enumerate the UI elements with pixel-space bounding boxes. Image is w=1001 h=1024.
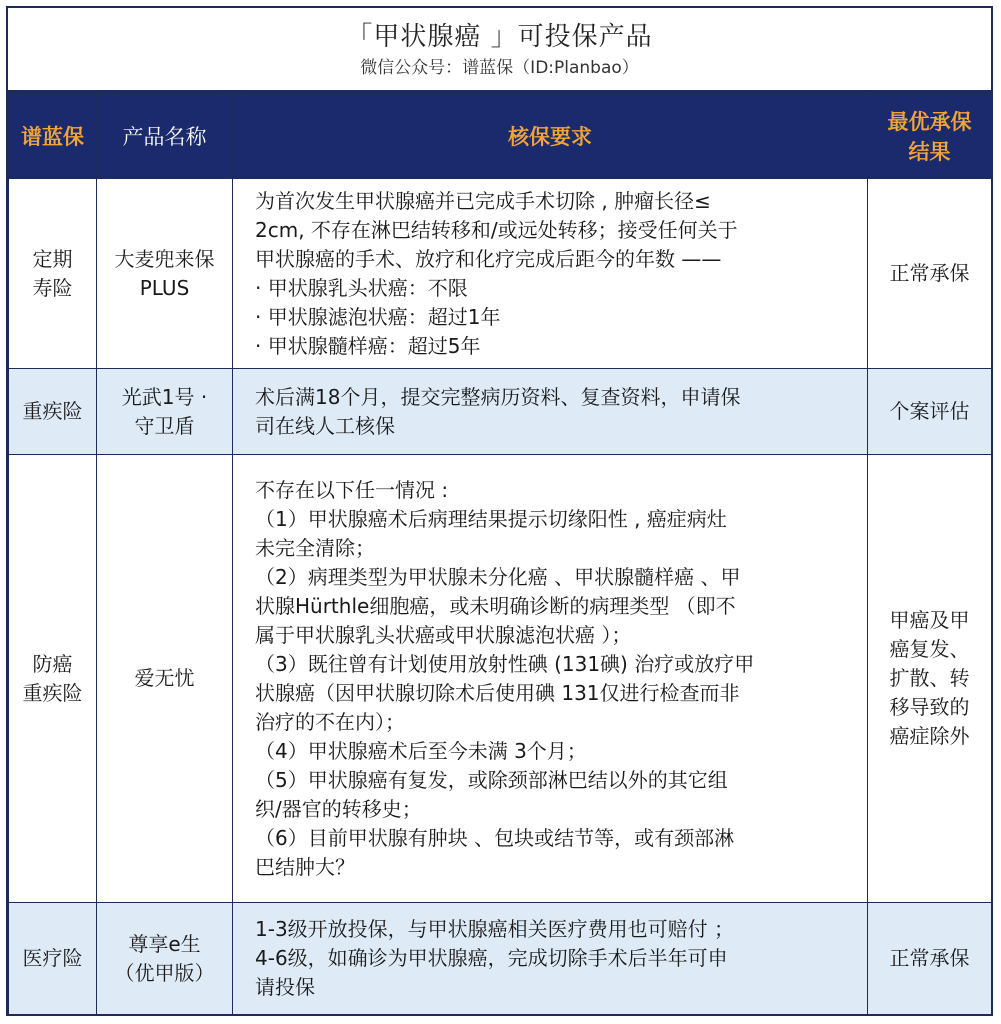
cell-line: 防癌 bbox=[32, 651, 73, 676]
result-cell bbox=[868, 369, 992, 455]
table-row bbox=[9, 903, 992, 1015]
page-title: 「甲状腺癌 」可投保产品 bbox=[346, 22, 653, 52]
product-name-cell bbox=[97, 179, 233, 369]
cell-line: 重疾险 bbox=[22, 399, 83, 423]
requirements-cell bbox=[233, 455, 868, 903]
title-box bbox=[8, 8, 991, 92]
cell-line: 正常承保 bbox=[889, 261, 970, 285]
cell-line: 治疗的不在内）； bbox=[255, 709, 405, 734]
cell-line: · 甲状腺乳头状癌：不限 bbox=[255, 275, 468, 300]
cell-line: 巴结肿大？ bbox=[255, 854, 355, 879]
table-row bbox=[9, 455, 992, 903]
cell-line: 甲癌及甲 bbox=[889, 608, 970, 632]
cell-line: 癌症除外 bbox=[889, 724, 970, 748]
cell-line: 移导致的 bbox=[889, 695, 970, 719]
result-cell bbox=[868, 179, 992, 369]
cell-line: 请投保 bbox=[255, 975, 315, 999]
cell-line: 尊享e生 bbox=[128, 931, 201, 956]
cell-line: 术后满18个月，提交完整病历资料、复查资料，申请保 bbox=[255, 384, 741, 409]
cell-line: 定期 bbox=[32, 246, 73, 271]
cell-line: 属于甲状腺乳头状癌或甲状腺滤泡状癌 ）； bbox=[255, 622, 632, 647]
product-name-cell bbox=[97, 903, 233, 1015]
product-table-card bbox=[6, 6, 993, 1016]
page-subtitle: 微信公众号：谱蓝保（ID:Planbao） bbox=[360, 58, 639, 78]
insurance-type-cell bbox=[9, 903, 97, 1015]
cell-line: （1）甲状腺癌术后病理结果提示切缘阳性 , 癌症病灶 bbox=[255, 506, 727, 531]
cell-line: 1-3级开放投保，与甲状腺癌相关医疗费用也可赔付 ； bbox=[255, 917, 735, 941]
cell-line: 状腺Hürthle细胞癌，或未明确诊断的病理类型 （即不 bbox=[255, 593, 736, 618]
cell-line: 寿险 bbox=[32, 275, 73, 300]
cell-line: 未完全清除； bbox=[255, 535, 375, 560]
cell-line: （4）甲状腺癌术后至今未满 3个月； bbox=[255, 738, 587, 763]
header-result bbox=[868, 93, 992, 179]
cell-line: 不存在以下任一情况 : bbox=[255, 477, 449, 502]
cell-line: 织/器官的转移史； bbox=[255, 796, 422, 821]
cell-line: 爱无忧 bbox=[134, 666, 195, 690]
requirements-cell bbox=[233, 369, 868, 455]
underwriting-table bbox=[8, 92, 992, 1015]
cell-line: 扩散、转 bbox=[889, 666, 970, 690]
product-name-cell bbox=[97, 369, 233, 455]
insurance-type-cell bbox=[9, 369, 97, 455]
cell-line: （6）目前甲状腺有肿块 、包块或结节等，或有颈部淋 bbox=[255, 825, 735, 850]
cell-line: 状腺癌（因甲状腺切除术后使用碘 131仅进行检查而非 bbox=[255, 680, 740, 705]
cell-line: 大麦兜来保 bbox=[114, 246, 215, 271]
insurance-type-cell bbox=[9, 455, 97, 903]
header-result-line: 最优承保 bbox=[887, 109, 972, 134]
header-row bbox=[9, 93, 992, 179]
cell-line: PLUS bbox=[139, 275, 190, 300]
header-brand: 谱蓝保 bbox=[9, 93, 97, 179]
table-row bbox=[9, 179, 992, 369]
cell-line: · 甲状腺髓样癌：超过5年 bbox=[255, 333, 481, 358]
header-product: 产品名称 bbox=[97, 93, 233, 179]
cell-line: 重疾险 bbox=[22, 680, 83, 705]
cell-line: · 甲状腺滤泡状癌：超过1年 bbox=[255, 304, 501, 329]
cell-line: 甲状腺癌的手术、放疗和化疗完成后距今的年数 —— bbox=[255, 246, 722, 271]
cell-line: 医疗险 bbox=[22, 946, 83, 970]
cell-line: （优甲版） bbox=[114, 960, 215, 985]
cell-line: 守卫盾 bbox=[134, 413, 195, 438]
header-requirements: 核保要求 bbox=[233, 93, 868, 179]
header-result-line: 结果 bbox=[908, 139, 951, 164]
cell-line: 癌复发、 bbox=[889, 637, 970, 661]
requirements-cell bbox=[233, 903, 868, 1015]
insurance-type-cell bbox=[9, 179, 97, 369]
cell-line: 光武1号 · bbox=[121, 384, 208, 409]
cell-line: 4-6级，如确诊为甲状腺癌，完成切除手术后半年可申 bbox=[255, 946, 728, 970]
cell-line: 2cm, 不存在淋巴结转移和/或远处转移；接受任何关于 bbox=[255, 217, 738, 242]
product-name-cell bbox=[97, 455, 233, 903]
table-row bbox=[9, 369, 992, 455]
result-cell bbox=[868, 903, 992, 1015]
cell-line: 个案评估 bbox=[889, 399, 970, 423]
cell-line: 为首次发生甲状腺癌并已完成手术切除 , 肿瘤长径≤ bbox=[255, 188, 711, 213]
cell-line: （2）病理类型为甲状腺未分化癌 、甲状腺髓样癌 、甲 bbox=[255, 564, 741, 589]
cell-line: （5）甲状腺癌有复发，或除颈部淋巴结以外的其它组 bbox=[255, 767, 728, 792]
cell-line: （3）既往曾有计划使用放射性碘 (131碘) 治疗或放疗甲 bbox=[255, 651, 755, 676]
requirements-cell bbox=[233, 179, 868, 369]
result-cell bbox=[868, 455, 992, 903]
cell-line: 正常承保 bbox=[889, 946, 970, 970]
cell-line: 司在线人工核保 bbox=[255, 413, 395, 438]
